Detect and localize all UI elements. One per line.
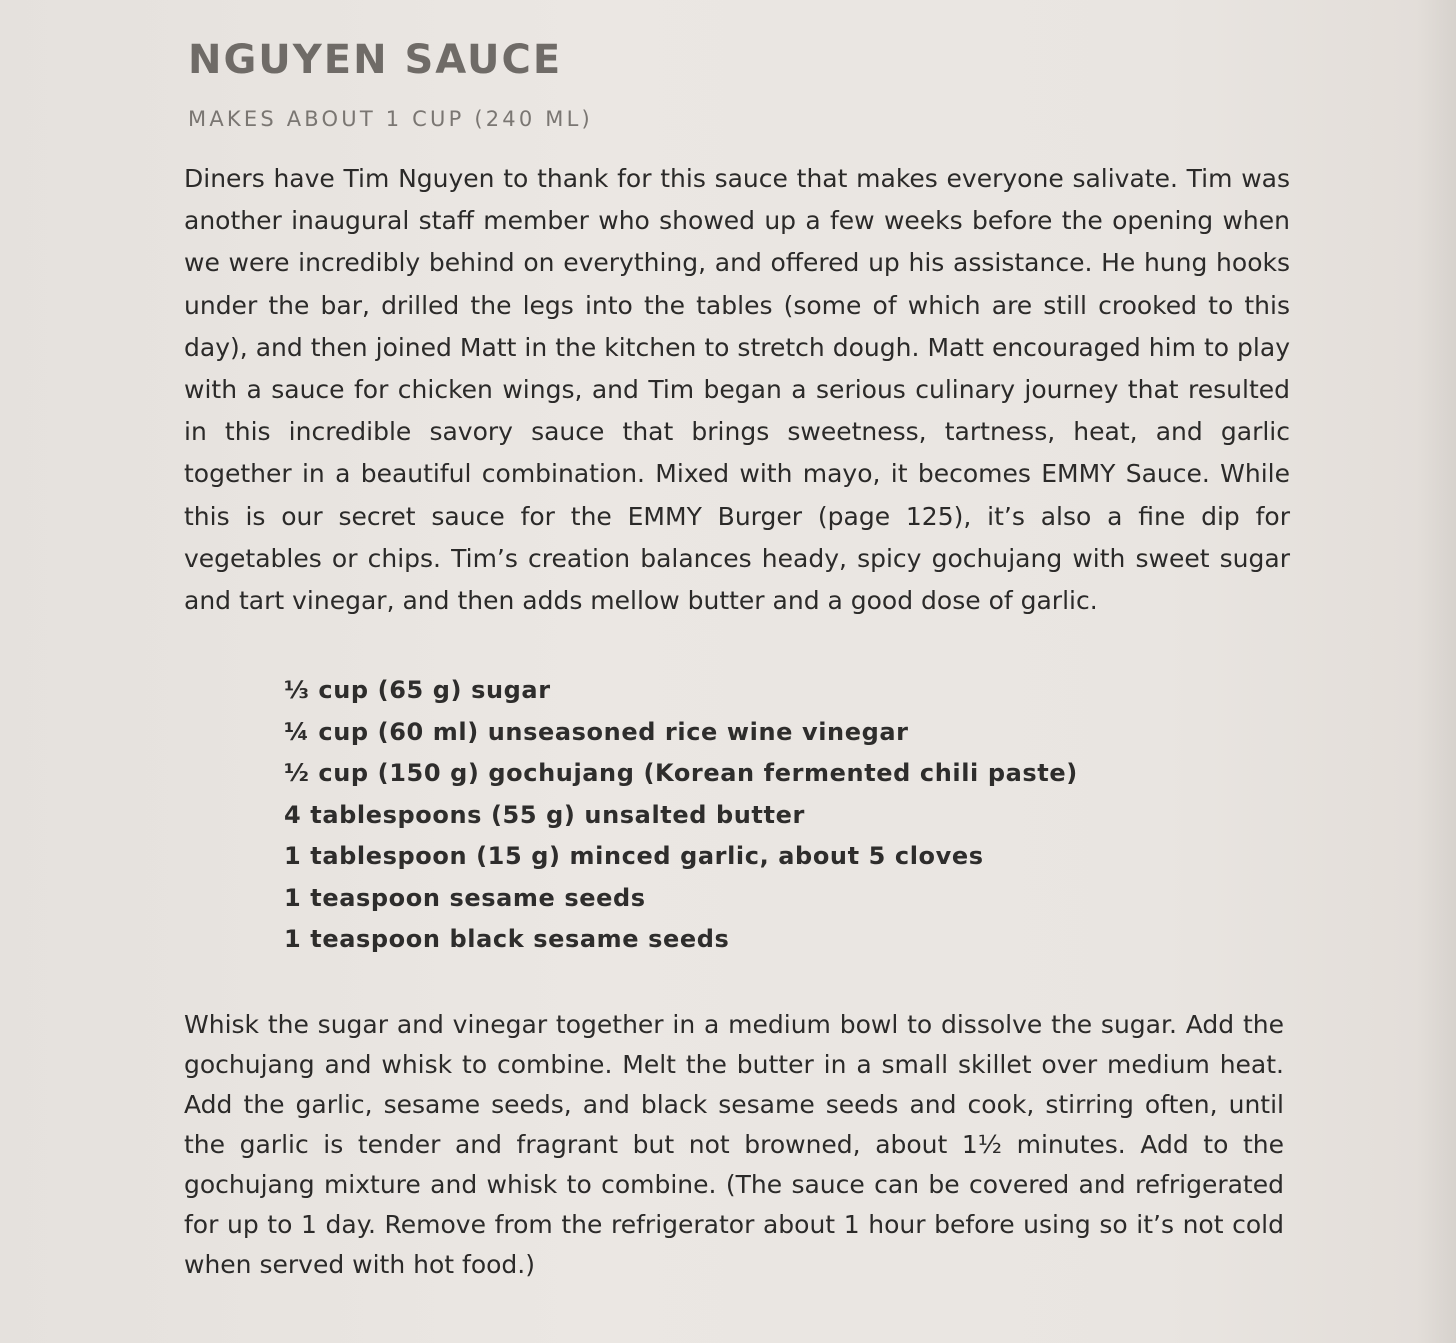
recipe-intro: Diners have Tim Nguyen to thank for this sauce that makes everyone salivate. Tim was another inaugural staff member who showed up a few weeks before the opening when we were incredibly behind on everything, and offered up his assistance. He hung hooks under the bar, drilled the legs into the tables (some of which are still crooked to this day), and then joined Matt in the kitchen to stretch dough. Matt encouraged him to play with a sauce for chicken wings, and Tim began a serious culinary journey that resulted in this incredible savory sauce that brings sweetness, tartness, heat, and garlic together in a beautiful combination. Mixed with mayo, it becomes EMMY Sauce. While this is our secret sauce for the EMMY Burger (page 125), it’s also a fine dip for vegetables or chips. Tim’s creation balances heady, spicy gochujang with sweet sugar and tart vinegar, and then adds mellow butter and a good dose of garlic. bbox=[184, 164, 1290, 616]
ingredient-item: ⅓ cup (65 g) sugar bbox=[284, 676, 551, 705]
ingredient-item: ¼ cup (60 ml) unseasoned rice wine vinegar bbox=[284, 717, 909, 746]
recipe-title: NGUYEN SAUCE bbox=[188, 37, 563, 83]
ingredient-item: 1 teaspoon sesame seeds bbox=[284, 883, 646, 912]
ingredient-item: 4 tablespoons (55 g) unsalted butter bbox=[284, 800, 805, 829]
recipe-yield: MAKES ABOUT 1 CUP (240 ML) bbox=[188, 107, 593, 131]
ingredient-item: ½ cup (150 g) gochujang (Korean fermented chili paste) bbox=[284, 759, 1078, 788]
recipe bbox=[184, 30, 1290, 1285]
ingredient-item: 1 teaspoon black sesame seeds bbox=[284, 925, 730, 954]
ingredient-item: 1 tablespoon (15 g) minced garlic, about 5 cloves bbox=[284, 842, 984, 871]
recipe-method: Whisk the sugar and vinegar together in a medium bowl to dissolve the sugar. Add the gochujang and whisk to combine. Melt the butter in a small skillet over medium heat. Add the garlic, sesame seeds, and black sesame seeds and cook, stirring often, until the garlic is tender and fragrant but not browned, about 1½ minutes. Add to the gochujang mixture and whisk to combine. (The sauce can be covered and refrigerated for up to 1 day. Remove from the refrigerator about 1 hour before using so it’s not cold when served with hot food.) bbox=[184, 1009, 1284, 1279]
ingredient-list bbox=[284, 670, 1290, 961]
